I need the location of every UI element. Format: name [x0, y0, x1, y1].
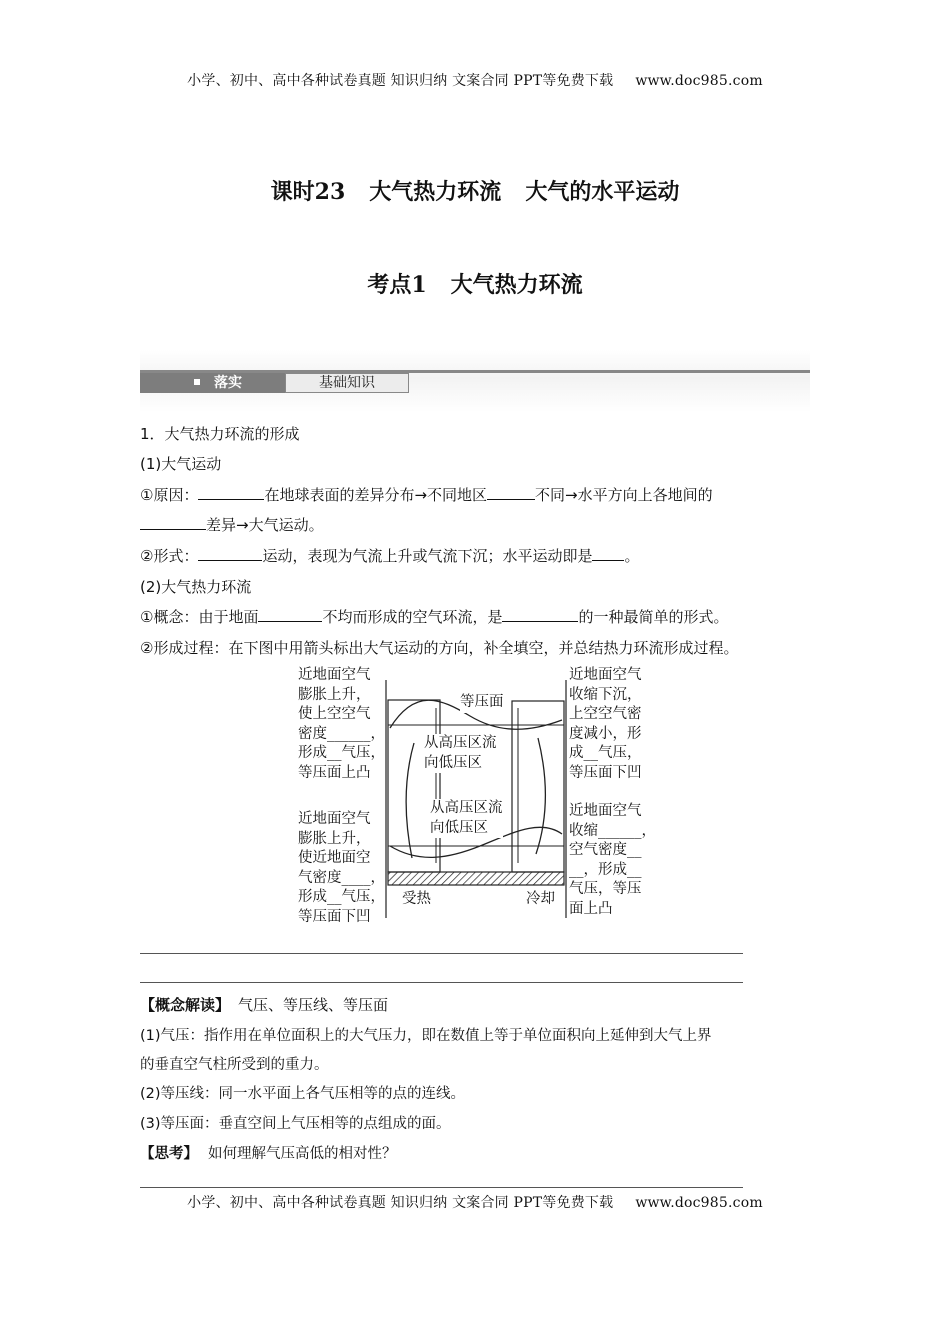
banner-left: 落实: [140, 373, 285, 393]
cause-line: ①原因： 在地球表面的差异分布→不同地区 不同→水平方向上各地间的: [140, 486, 713, 504]
concept-line: ①概念：由于地面 不均而形成的空气环流，是 的一种最简单的形式。: [140, 608, 729, 626]
footer-text: 小学、初中、高中各种试卷真题 知识归纳 文案合同 PPT等免费下载: [187, 1195, 614, 1211]
lesson-topic-2: 大气的水平运动: [525, 179, 680, 205]
page-header: [0, 70, 950, 90]
footer-rule: [140, 1187, 743, 1188]
ground-surface: [388, 872, 564, 885]
isobar-label: 等压面: [460, 693, 504, 713]
blank[interactable]: [487, 485, 535, 500]
concept-p1b: 的垂直空气柱所受到的重力。: [140, 1057, 329, 1073]
concept-p3: (3)等压面：垂直空间上气压相等的点组成的面。: [140, 1116, 451, 1132]
header-site[interactable]: www.doc985.com: [635, 73, 763, 89]
cause-line-2: 差异→大气运动。: [140, 514, 324, 535]
blank[interactable]: [502, 607, 578, 622]
lesson-topic-1: 大气热力环流: [369, 179, 502, 205]
blank[interactable]: [198, 485, 264, 500]
concept-read-heading: 【概念解读】 气压、等压线、等压面: [140, 996, 389, 1014]
cooled-label: 冷却: [526, 891, 555, 907]
banner-right: 基础知识: [285, 373, 409, 393]
square-bullet-icon: [194, 379, 200, 385]
right-bottom-label: 近地面空气 收缩______， 空气密度__ __，形成__ 气压，等压 面上凸: [569, 803, 656, 917]
right-top-label: 近地面空气 收缩下沉， 上空空气密 度减小，形 成__气压， 等压面下凹: [569, 667, 642, 781]
section-banner: [140, 350, 810, 412]
blank[interactable]: [592, 546, 624, 561]
heated-label: 受热: [402, 891, 431, 907]
header-text: 小学、初中、高中各种试卷真题 知识归纳 文案合同 PPT等免费下载: [187, 73, 614, 89]
think-line: 【思考】 如何理解气压高低的相对性？: [140, 1146, 397, 1162]
subheading-1: (1)大气运动: [140, 455, 222, 473]
footer-site[interactable]: www.doc985.com: [635, 1195, 763, 1211]
concept-p2: (2)等压线：同一水平面上各气压相等的点的连线。: [140, 1086, 466, 1102]
answer-line[interactable]: [140, 953, 743, 954]
blank[interactable]: [140, 515, 206, 530]
point-topic: 大气热力环流: [450, 272, 583, 298]
section-heading: 1．大气热力环流的形成: [140, 425, 300, 443]
point-number: 考点1: [367, 272, 427, 298]
blank[interactable]: [198, 546, 262, 561]
blank[interactable]: [258, 607, 322, 622]
answer-line[interactable]: [140, 982, 743, 983]
process-line: ②形成过程：在下图中用箭头标出大气运动的方向，补全填空，并总结热力环流形成过程。: [140, 639, 739, 657]
lesson-title: [0, 175, 950, 206]
lower-flow-label: 从高压区流 向低压区: [430, 799, 503, 838]
upper-flow-label: 从高压区流 向低压区: [424, 734, 497, 773]
page-footer: [0, 1192, 950, 1212]
left-top-label: 近地面空气 膨胀上升， 使上空空气 密度______， 形成__气压， 等压面上凸: [298, 667, 385, 781]
form-line: ②形式： 运动，表现为气流上升或气流下沉；水平运动即是 。: [140, 547, 640, 565]
left-bottom-label: 近地面空气 膨胀上升， 使近地面空 气密度____， 形成__气压， 等压面下凹: [298, 811, 385, 925]
point-title: [0, 268, 950, 299]
concept-p1a: (1)气压：指作用在单位面积上的大气压力，即在数值上等于单位面积向上延伸到大气上界: [140, 1028, 712, 1044]
subheading-2: (2)大气热力环流: [140, 578, 252, 596]
thermal-circulation-diagram: [290, 668, 670, 930]
lesson-number: 课时23: [270, 179, 346, 205]
